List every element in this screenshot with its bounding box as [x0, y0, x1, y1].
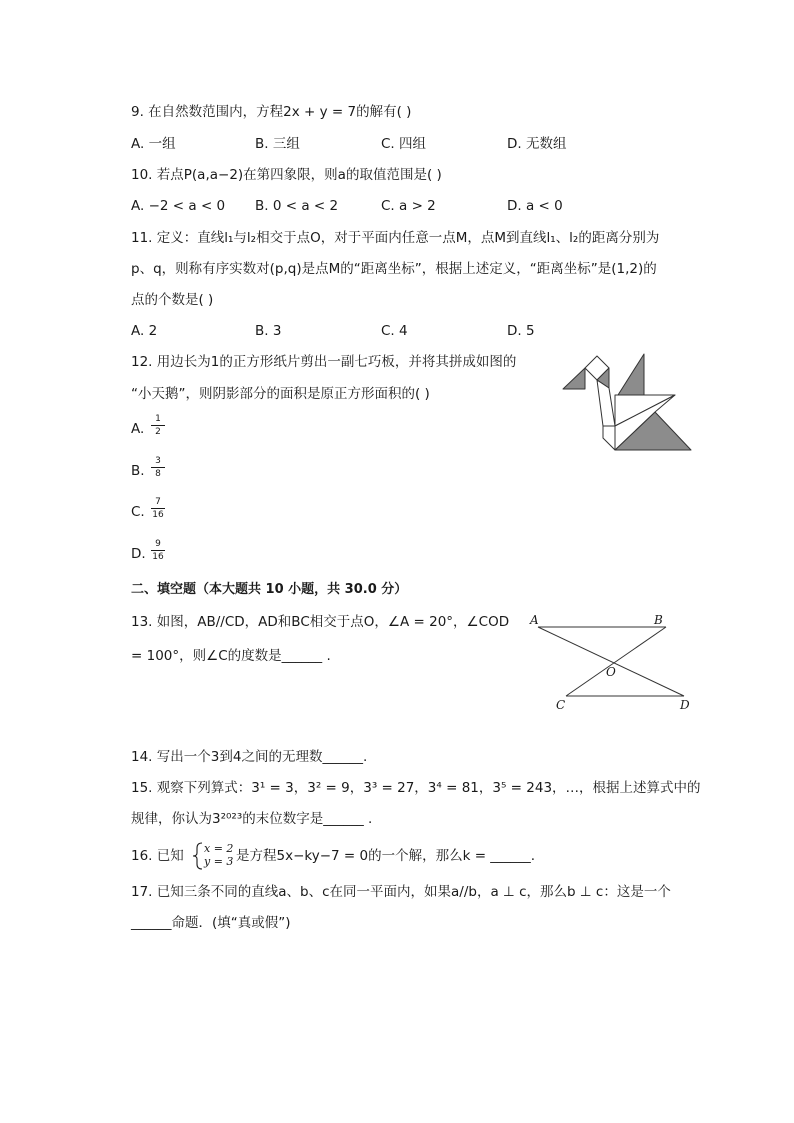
numerator: 9 — [155, 539, 161, 549]
option-c[interactable]: C. a > 2 — [381, 198, 436, 214]
question-10-text: 10. 若点P(a,a−2)在第四象限，则a的取值范围是( ) — [131, 167, 442, 183]
option-d[interactable] — [131, 539, 191, 569]
fraction — [151, 414, 165, 437]
label-o: O — [606, 665, 616, 679]
system-equation-2: y = 3 — [204, 855, 234, 868]
numerator: 3 — [155, 456, 161, 466]
option-a[interactable] — [131, 414, 191, 444]
label-c: C — [556, 698, 566, 712]
denominator: 16 — [152, 510, 164, 520]
fraction-bar — [151, 550, 165, 551]
fraction — [151, 456, 165, 479]
question-9-text: 9. 在自然数范围内，方程2x + y = 7的解有( ) — [131, 104, 412, 120]
option-b[interactable]: B. 0 < a < 2 — [255, 198, 339, 214]
numerator: 1 — [155, 414, 161, 424]
question-16-prefix: 16. 已知 — [131, 848, 184, 864]
fraction — [151, 497, 165, 520]
option-d[interactable]: D. 5 — [507, 323, 535, 339]
denominator: 8 — [155, 469, 161, 479]
system-equation-1: x = 2 — [204, 842, 234, 855]
question-12-line-2: “小天鹅”，则阴影部分的面积是原正方形面积的( ) — [131, 386, 430, 402]
question-10-options — [131, 196, 691, 216]
question-17-line-1: 17. 已知三条不同的直线a、b、c在同一平面内，如果a//b，a ⊥ c，那么b ⊥ c：这是一个 — [131, 884, 671, 900]
option-d[interactable]: D. a < 0 — [507, 198, 563, 214]
option-a[interactable]: A. −2 < a < 0 — [131, 198, 226, 214]
fraction-bar — [151, 425, 165, 426]
denominator: 2 — [155, 427, 161, 437]
option-b[interactable] — [131, 456, 191, 486]
swan-tangram-figure — [560, 352, 695, 452]
question-11-line-3: 点的个数是( ) — [131, 292, 214, 308]
tangram-beak — [563, 368, 585, 389]
fraction-bar — [151, 508, 165, 509]
option-b[interactable]: B. 三组 — [255, 136, 300, 152]
question-14-text: 14. 写出一个3到4之间的无理数______. — [131, 749, 368, 765]
fraction — [151, 539, 165, 562]
option-a[interactable]: A. 2 — [131, 323, 158, 339]
question-9-options — [131, 134, 691, 154]
option-label: B. — [131, 463, 145, 479]
numerator: 7 — [155, 497, 161, 507]
label-a: A — [530, 613, 539, 627]
fraction-bar — [151, 467, 165, 468]
question-11-line-2: p、q，则称有序实数对(p,q)是点M的“距离坐标”，根据上述定义，“距离坐标”是(1,2)的 — [131, 261, 657, 277]
segment-ad — [538, 627, 684, 696]
question-16-suffix: 是方程5x−ky−7 = 0的一个解，那么k = ______. — [236, 848, 536, 864]
option-c[interactable] — [131, 497, 191, 527]
tangram-neck — [597, 380, 615, 426]
option-a[interactable]: A. 一组 — [131, 136, 176, 152]
option-c[interactable]: C. 四组 — [381, 136, 427, 152]
tangram-base-left — [603, 426, 615, 450]
tangram-tail — [618, 354, 644, 395]
section-header-fill-in: 二、填空题（本大题共 10 小题，共 30.0 分） — [131, 582, 408, 597]
option-label: D. — [131, 546, 146, 562]
denominator: 16 — [152, 552, 164, 562]
question-11-options — [131, 321, 691, 341]
segment-bc — [566, 627, 666, 696]
label-d: D — [680, 698, 690, 712]
parallel-lines-figure — [526, 610, 696, 715]
question-13-line-1: 13. 如图，AB//CD，AD和BC相交于点O，∠A = 20°，∠COD — [131, 614, 510, 630]
question-15-line-1: 15. 观察下列算式：3¹ = 3，3² = 9，3³ = 27，3⁴ = 81，3⁵ = 243，…，根据上述算式中的 — [131, 780, 701, 796]
question-17-line-2: ______命题．(填“真或假”) — [131, 915, 291, 931]
question-13-line-2: = 100°，则∠C的度数是______ . — [131, 648, 331, 664]
question-11-line-1: 11. 定义：直线l₁与l₂相交于点O，对于平面内任意一点M，点M到直线l₁、l₂的距离分别为 — [131, 230, 660, 246]
option-c[interactable]: C. 4 — [381, 323, 408, 339]
option-label: C. — [131, 504, 145, 520]
label-b: B — [654, 613, 663, 627]
option-label: A. — [131, 421, 145, 437]
question-12-line-1: 12. 用边长为1的正方形纸片剪出一副七巧板，并将其拼成如图的 — [131, 354, 517, 370]
option-b[interactable]: B. 3 — [255, 323, 282, 339]
question-15-line-2: 规律，你认为3²⁰²³的末位数字是______ . — [131, 811, 373, 827]
option-d[interactable]: D. 无数组 — [507, 136, 567, 152]
